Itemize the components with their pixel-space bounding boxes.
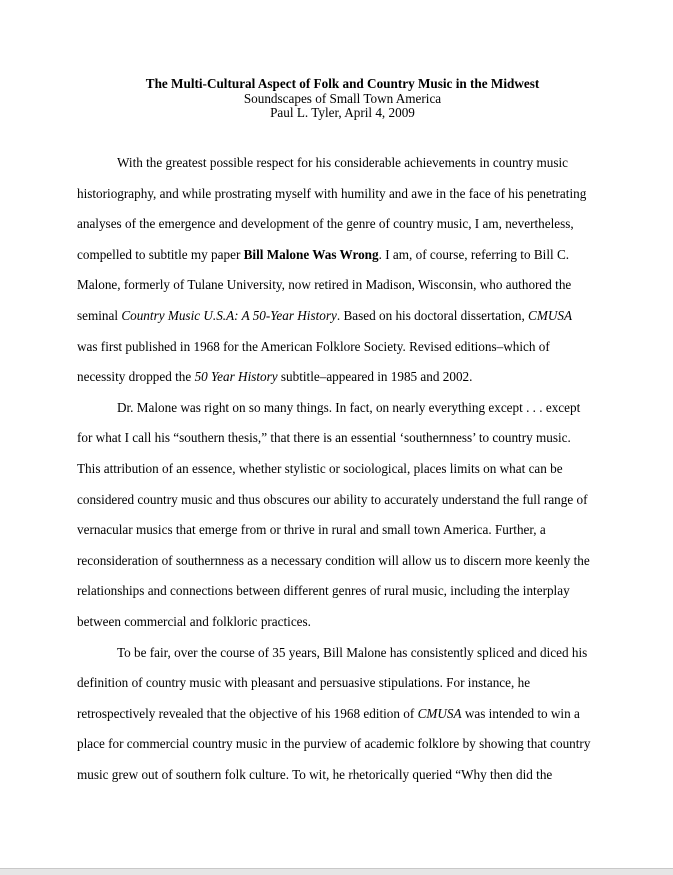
text-run: . I am, of course, referring to Bill C. bbox=[378, 246, 570, 262]
text-run: for what I call his “southern thesis,” that there is an essential ‘southernness’ to country music. bbox=[77, 430, 571, 446]
text-run: place for commercial country music in the purview of academic folklore by showing that country bbox=[77, 736, 591, 752]
text-run: was intended to win a bbox=[461, 705, 580, 721]
paragraph-line bbox=[77, 423, 596, 454]
paragraph bbox=[77, 148, 596, 393]
document-subtitle: Soundscapes of Small Town America bbox=[243, 90, 442, 106]
text-run: reconsideration of southernness as a necessary condition will allow us to discern more keenly the bbox=[77, 552, 590, 568]
text-run: This attribution of an essence, whether stylistic or sociological, places limits on what can be bbox=[77, 460, 563, 476]
text-run: analyses of the emergence and development of the genre of country music, I am, nevertheless, bbox=[77, 216, 574, 232]
text-run: considered country music and thus obscures our ability to accurately understand the full range of bbox=[77, 491, 588, 507]
paragraph-line bbox=[77, 240, 596, 271]
paragraph-line bbox=[77, 362, 596, 393]
paragraph-line bbox=[77, 729, 596, 760]
paragraph-line bbox=[77, 668, 596, 699]
text-run: To be fair, over the course of 35 years, Bill Malone has consistently spliced and diced his bbox=[117, 644, 588, 660]
text-run: compelled to subtitle my paper bbox=[77, 246, 244, 262]
text-run: was first published in 1968 for the American Folklore Society. Revised editions–which of bbox=[77, 338, 550, 354]
text-run: seminal bbox=[77, 307, 122, 323]
italic-text: 50 Year History bbox=[194, 369, 278, 385]
text-run: necessity dropped the bbox=[77, 369, 195, 385]
text-run: relationships and connections between different genres of rural music, including the interplay bbox=[77, 583, 570, 599]
text-run: retrospectively revealed that the objective of his 1968 edition of bbox=[77, 705, 418, 721]
paragraph-line bbox=[77, 515, 596, 546]
paragraph-line bbox=[77, 301, 596, 332]
text-run: historiography, and while prostrating myself with humility and awe in the face of his penetrating bbox=[77, 185, 587, 201]
paragraph-line bbox=[77, 209, 596, 240]
paragraph-line bbox=[77, 485, 596, 516]
text-run: subtitle–appeared in 1985 and 2002. bbox=[277, 369, 473, 385]
paragraph-line bbox=[77, 699, 596, 730]
text-run: music grew out of southern folk culture. To wit, he rhetorically queried “Why then did the bbox=[77, 766, 553, 782]
italic-text: Country Music U.S.A: A 50-Year History bbox=[121, 307, 337, 323]
paragraph-line bbox=[77, 760, 596, 791]
paragraph-line bbox=[77, 576, 596, 607]
paragraph-line bbox=[77, 270, 596, 301]
text-run: With the greatest possible respect for his considerable achievements in country music bbox=[117, 155, 569, 170]
italic-text: CMUSA bbox=[528, 307, 573, 323]
document-byline: Paul L. Tyler, April 4, 2009 bbox=[270, 105, 415, 121]
text-run: definition of country music with pleasant and persuasive stipulations. For instance, he bbox=[77, 675, 531, 691]
document-title: The Multi-Cultural Aspect of Folk and Country Music in the Midwest bbox=[145, 76, 540, 91]
text-run: Malone, formerly of Tulane University, now retired in Madison, Wisconsin, who authored the bbox=[77, 277, 572, 293]
paragraph-line bbox=[77, 607, 596, 638]
paragraph-line bbox=[77, 393, 596, 424]
paragraph bbox=[77, 393, 596, 638]
italic-text: CMUSA bbox=[417, 705, 462, 721]
text-run: Dr. Malone was right on so many things. In fact, on nearly everything except . . . except bbox=[117, 399, 581, 415]
paragraph-line bbox=[77, 638, 596, 669]
paragraph-line bbox=[77, 546, 596, 577]
text-run: . Based on his doctoral dissertation, bbox=[336, 307, 529, 323]
paragraph bbox=[77, 638, 596, 791]
text-run: vernacular musics that emerge from or thrive in rural and small town America. Further, a bbox=[77, 522, 546, 538]
text-run: between commercial and folkloric practices. bbox=[77, 613, 311, 629]
bold-text: Bill Malone Was Wrong bbox=[243, 246, 379, 262]
document-body bbox=[77, 148, 596, 790]
paragraph-line bbox=[77, 179, 596, 210]
paragraph-line bbox=[77, 148, 596, 179]
paragraph-line bbox=[77, 332, 596, 363]
paragraph-line bbox=[77, 454, 596, 485]
document-header bbox=[0, 77, 673, 121]
